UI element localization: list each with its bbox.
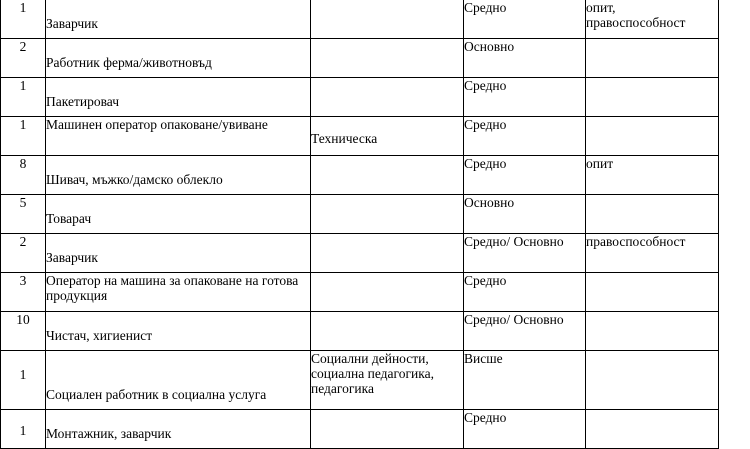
position-text: Заварчик [46, 16, 98, 31]
cell-count: 1 [1, 0, 46, 39]
cell-field [311, 156, 464, 195]
cell-field [311, 78, 464, 117]
cell-position [46, 0, 311, 39]
table-row [1, 39, 719, 78]
position-text: Работник ферма/животновъд [46, 55, 212, 70]
table-row [1, 78, 719, 117]
cell-field [311, 39, 464, 78]
table-row [1, 156, 719, 195]
table-row [1, 312, 719, 351]
cell-education: Средно [464, 78, 586, 117]
cell-field [311, 195, 464, 234]
cell-position [46, 273, 311, 312]
cell-field [311, 234, 464, 273]
cell-field [311, 117, 464, 156]
count-text: 1 [19, 367, 27, 382]
field-text: Техническа [311, 131, 378, 146]
cell-position [46, 156, 311, 195]
position-text: Машинен оператор опаковане/увиване [46, 117, 268, 132]
position-text: Оператор на машина за опаковане на готова продукция [46, 273, 299, 303]
cell-education: Средно [464, 0, 586, 39]
cell-count: 1 [1, 78, 46, 117]
cell-count: 8 [1, 156, 46, 195]
cell-extra: опит [586, 156, 719, 195]
table-row [1, 273, 719, 312]
cell-count: 2 [1, 234, 46, 273]
cell-field [311, 0, 464, 39]
count-text: 1 [19, 423, 27, 438]
position-text: Шивач, мъжко/дамско облекло [46, 172, 223, 187]
position-text: Социален работник в социална услуга [46, 387, 267, 402]
position-text: Пакетировач [46, 94, 120, 109]
cell-count [1, 351, 46, 410]
cell-extra: опит, правоспособност [586, 0, 719, 39]
cell-position [46, 234, 311, 273]
table-row [1, 0, 719, 39]
table-row [1, 117, 719, 156]
cell-field [311, 312, 464, 351]
cell-position [46, 312, 311, 351]
cell-position [46, 117, 311, 156]
position-text: Чистач, хигиенист [46, 328, 153, 343]
cell-position [46, 39, 311, 78]
cell-count: 10 [1, 312, 46, 351]
cell-position [46, 195, 311, 234]
table-body [1, 0, 719, 449]
cell-extra [586, 117, 719, 156]
cell-count: 3 [1, 273, 46, 312]
cell-education: Основно [464, 195, 586, 234]
cell-education: Средно [464, 410, 586, 449]
cell-position [46, 410, 311, 449]
cell-education: Средно [464, 156, 586, 195]
cell-extra [586, 351, 719, 410]
cell-extra [586, 410, 719, 449]
cell-extra [586, 273, 719, 312]
position-text: Заварчик [46, 250, 98, 265]
cell-position [46, 78, 311, 117]
cell-extra [586, 312, 719, 351]
position-text: Монтажник, заварчик [46, 426, 172, 441]
table-row [1, 351, 719, 410]
cell-education: Средно/ Основно [464, 234, 586, 273]
cell-extra: правоспособност [586, 234, 719, 273]
cell-count [1, 410, 46, 449]
cell-education: Висше [464, 351, 586, 410]
cell-education: Средно [464, 273, 586, 312]
cell-field [311, 410, 464, 449]
position-text: Товарач [46, 211, 92, 226]
cell-field [311, 273, 464, 312]
cell-count: 2 [1, 39, 46, 78]
cell-position [46, 351, 311, 410]
cell-extra [586, 78, 719, 117]
table-row [1, 234, 719, 273]
cell-education: Основно [464, 39, 586, 78]
cell-field: Социални дейности, социална педагогика, педагогика [311, 351, 464, 410]
cell-extra [586, 39, 719, 78]
cell-education: Средно [464, 117, 586, 156]
cell-count: 5 [1, 195, 46, 234]
cell-extra [586, 195, 719, 234]
cell-education: Средно/ Основно [464, 312, 586, 351]
table-row [1, 410, 719, 449]
cell-count: 1 [1, 117, 46, 156]
table-row [1, 195, 719, 234]
